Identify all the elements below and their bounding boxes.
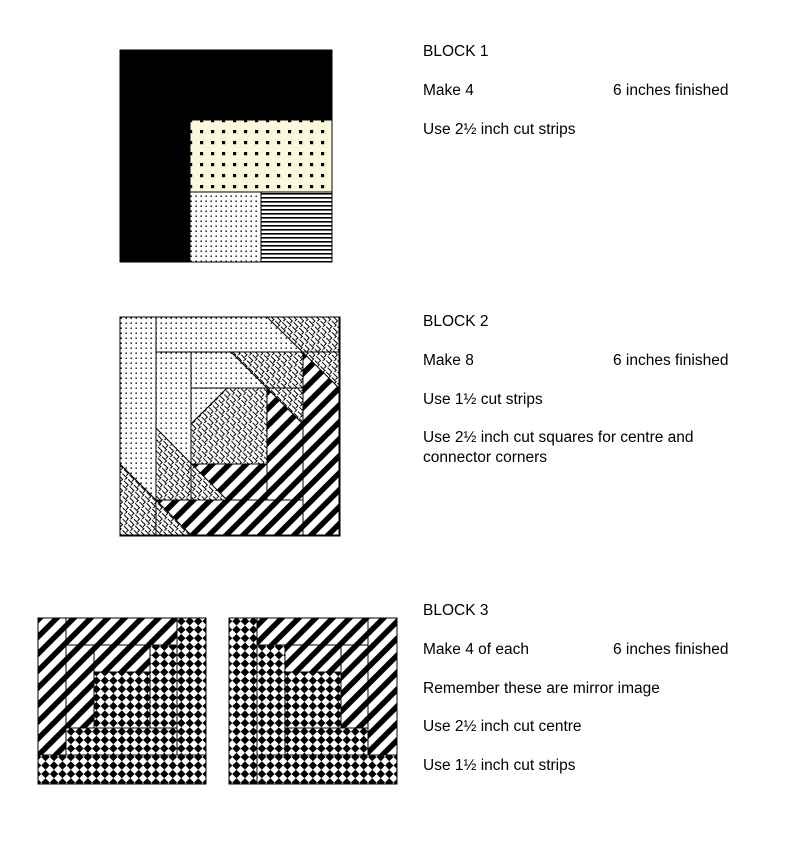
- block-3-make: Make 4 of each: [423, 641, 529, 658]
- block-3-note-2: Use 2½ inch cut centre: [423, 718, 582, 735]
- block-1-title: BLOCK 1: [423, 43, 489, 60]
- block-1-note-1: Use 2½ inch cut strips: [423, 121, 576, 138]
- block-3-title: BLOCK 3: [423, 602, 489, 619]
- block-2-make: Make 8: [423, 352, 474, 369]
- block-2-diagram: [119, 316, 341, 538]
- block-3-note-3: Use 1½ inch cut strips: [423, 757, 576, 774]
- block-3-size: 6 inches finished: [613, 641, 729, 658]
- block-1-cream-dots: [190, 120, 332, 192]
- block-2-note-1: Use 1½ cut strips: [423, 391, 543, 408]
- block-3-note-1: Remember these are mirror image: [423, 680, 660, 697]
- block-1-lines: [261, 192, 332, 262]
- block-2-size: 6 inches finished: [613, 352, 729, 369]
- block-1-fine-dots: [190, 192, 261, 262]
- block-3-diagram-right: [228, 617, 399, 786]
- block-1-size: 6 inches finished: [613, 82, 729, 99]
- block-3-diagram-left: [37, 617, 208, 786]
- block-2-title: BLOCK 2: [423, 313, 489, 330]
- block-1-diagram: [119, 49, 334, 264]
- block-2-note-2: Use 2½ inch cut squares for centre and connector corners: [423, 429, 694, 466]
- block-3-right-centre: [285, 672, 341, 728]
- block-3-left-centre: [94, 672, 150, 728]
- block-1-make: Make 4: [423, 82, 474, 99]
